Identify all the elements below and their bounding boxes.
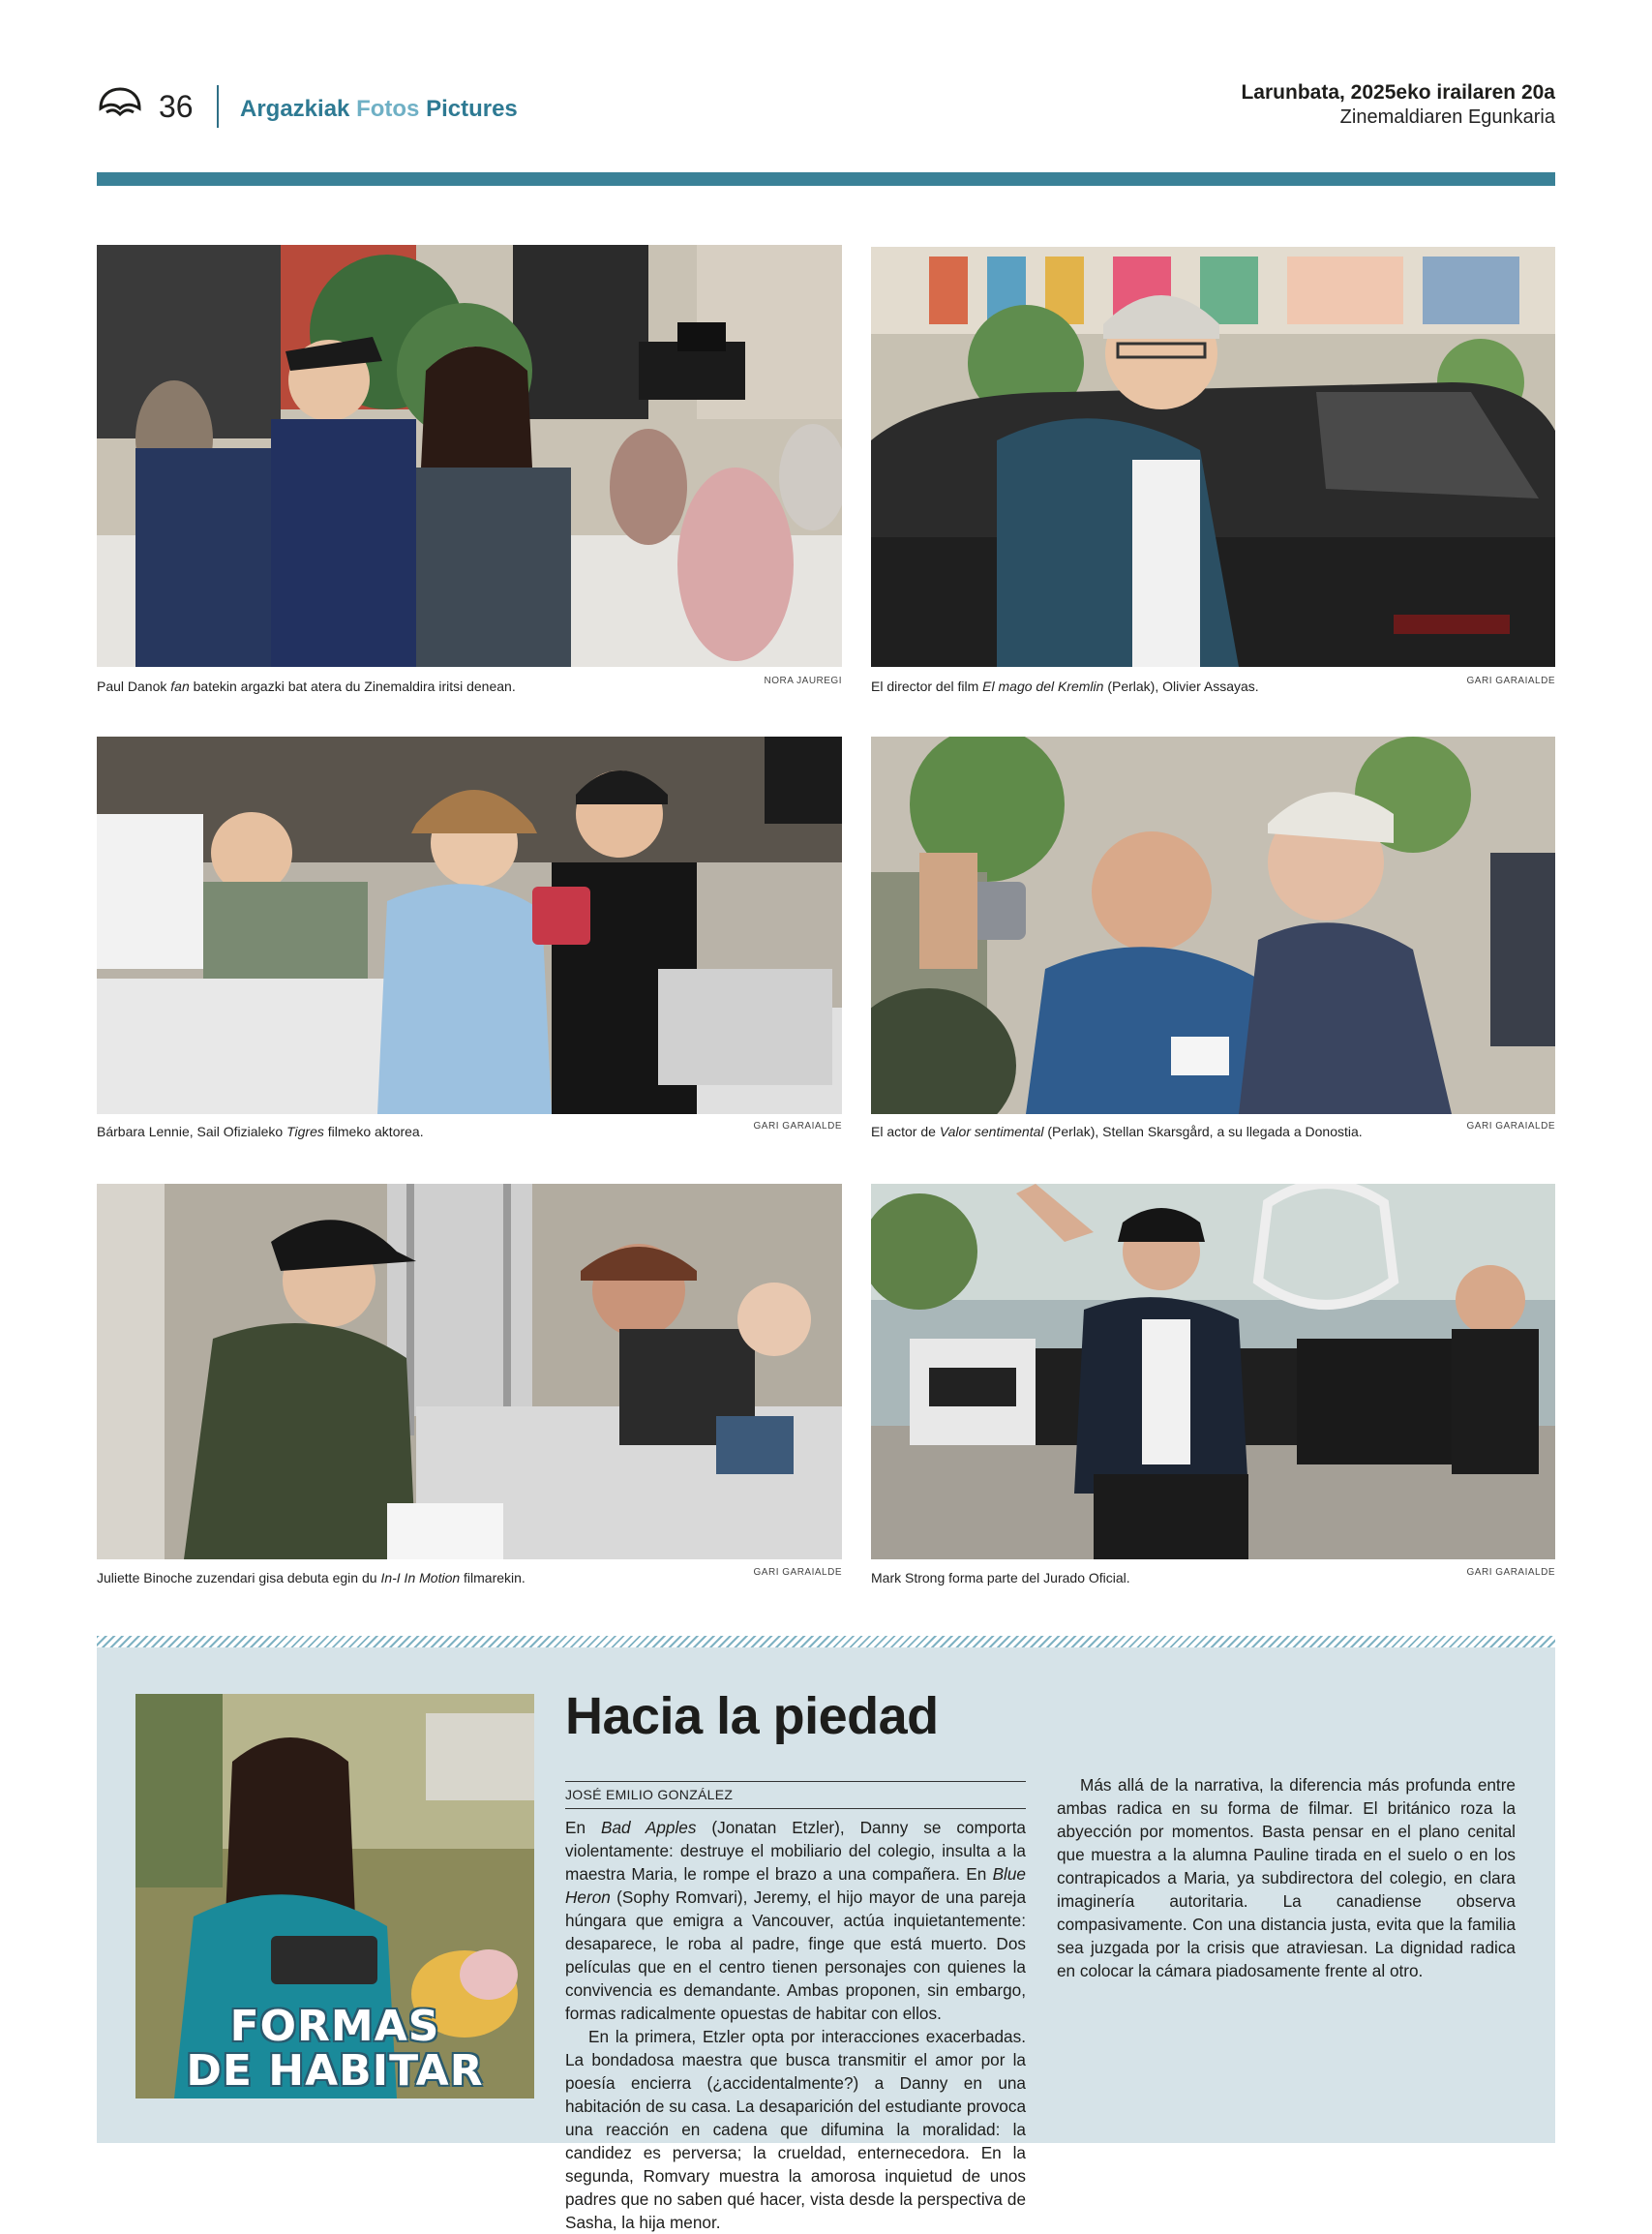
section-title-en: Pictures <box>426 96 518 122</box>
author-rule <box>565 1781 1026 1782</box>
review-photo <box>135 1694 534 2098</box>
photo-stellan-skarsgard <box>871 737 1555 1114</box>
formas-de-habitar-logo-line1: FORMAS <box>229 2002 440 2051</box>
photo-barbara-lennie <box>97 737 842 1114</box>
photo-juliette-binoche <box>97 1184 842 1559</box>
review-paragraph-2: En la primera, Etzler opta por interacciones exacerbadas. La bondadosa maestra que busca transmitir el amor por la poesía encierra (¿accidentalmente?) a Danny en una habitación de su casa. La desaparición del estudiante provoca una reacción en cadena que difumina la moralidad: la candidez es perversa; la crueldad, enternecedora. En la segunda, Romvary muestra la amorosa inquietud de unos padres que no saben qué hacer, vista desde la perspectiva de Sasha, la hija menor. <box>565 2027 1026 2232</box>
formas-de-habitar-logo-line2: DE HABITAR <box>186 2046 484 2096</box>
section-title-es: Fotos <box>356 96 420 122</box>
photo-credit: NORA JAUREGI <box>764 676 842 686</box>
hatched-divider <box>97 1636 1555 1647</box>
review-author: JOSÉ EMILIO GONZÁLEZ <box>565 1787 734 1802</box>
issue-date: Larunbata, 2025eko irailaren 20a <box>1241 81 1555 104</box>
festival-shell-logo-icon <box>97 87 143 120</box>
review-paragraph-3: Más allá de la narrativa, la diferencia más profunda entre ambas radica en su forma de filmar. El británico roza la abyección por momentos. Basta pensar en el plano cenital que muestra a la alumna Pauline tirada en el suelo o en los contrapicados a Maria, ya subdirectora del colegio, en clara imaginería autoritaria. La canadiense observa compasivamente. Con una distancia justa, evita que la familia sea juzgada por la crisis que atraviesan. La dignidad radica en colocar la cámara piadosamente frente al otro. <box>1057 1775 1516 1980</box>
photo-caption: Juliette Binoche zuzendari gisa debuta egin du In-I In Motion filmarekin. <box>97 1570 526 1585</box>
section-title-eu: Argazkiak <box>240 96 350 122</box>
review-title: Hacia la piedad <box>565 1687 939 1745</box>
review-box <box>97 1647 1555 2232</box>
newspaper-name: Zinemaldiaren Egunkaria <box>1339 106 1555 128</box>
review-column-2 <box>1057 1773 1516 1982</box>
photo-credit: GARI GARAIALDE <box>753 1121 842 1132</box>
photo-credit: GARI GARAIALDE <box>753 1567 842 1578</box>
photo-caption: El director del film El mago del Kremlin (Perlak), Olivier Assayas. <box>871 679 1259 694</box>
photo-mark-strong <box>871 1184 1555 1559</box>
photo-caption: El actor de Valor sentimental (Perlak), Stellan Skarsgård, a su llegada a Donostia. <box>871 1124 1363 1139</box>
page-number: 36 <box>159 89 194 124</box>
page-header <box>97 81 1555 139</box>
header-rule <box>97 172 1555 186</box>
header-divider <box>217 85 219 128</box>
author-rule-bottom <box>565 1808 1026 1809</box>
photo-credit: GARI GARAIALDE <box>1466 1121 1555 1132</box>
photo-paul-dano <box>97 245 842 667</box>
photo-credit: GARI GARAIALDE <box>1466 1567 1555 1578</box>
photo-caption: Paul Danok fan batekin argazki bat atera du Zinemaldira iritsi denean. <box>97 679 516 694</box>
review-column-1 <box>565 1816 1026 2234</box>
photo-caption: Bárbara Lennie, Sail Ofizialeko Tigres filmeko aktorea. <box>97 1124 424 1139</box>
photo-caption: Mark Strong forma parte del Jurado Oficial. <box>871 1570 1130 1585</box>
review-paragraph-1: En Bad Apples (Jonatan Etzler), Danny se comporta violentamente: destruye el mobiliario del colegio, insulta a la maestra Maria, le rompe el brazo a una compañera. En Blue Heron (Sophy Romvari), Jeremy, el hijo mayor de una pareja húngara que emigra a Vancouver, actúa inquietantemente: desaparece, le roba al padre, finge que está muerto. Dos películas que en el centro tienen personajes con quienes la convivencia es demandante. Ambas proponen, sin embargo, formas radicalmente opuestas de habitar con ellos. <box>565 1818 1026 2023</box>
section-title <box>240 96 518 123</box>
photo-credit: GARI GARAIALDE <box>1466 676 1555 686</box>
photo-olivier-assayas <box>871 247 1555 667</box>
